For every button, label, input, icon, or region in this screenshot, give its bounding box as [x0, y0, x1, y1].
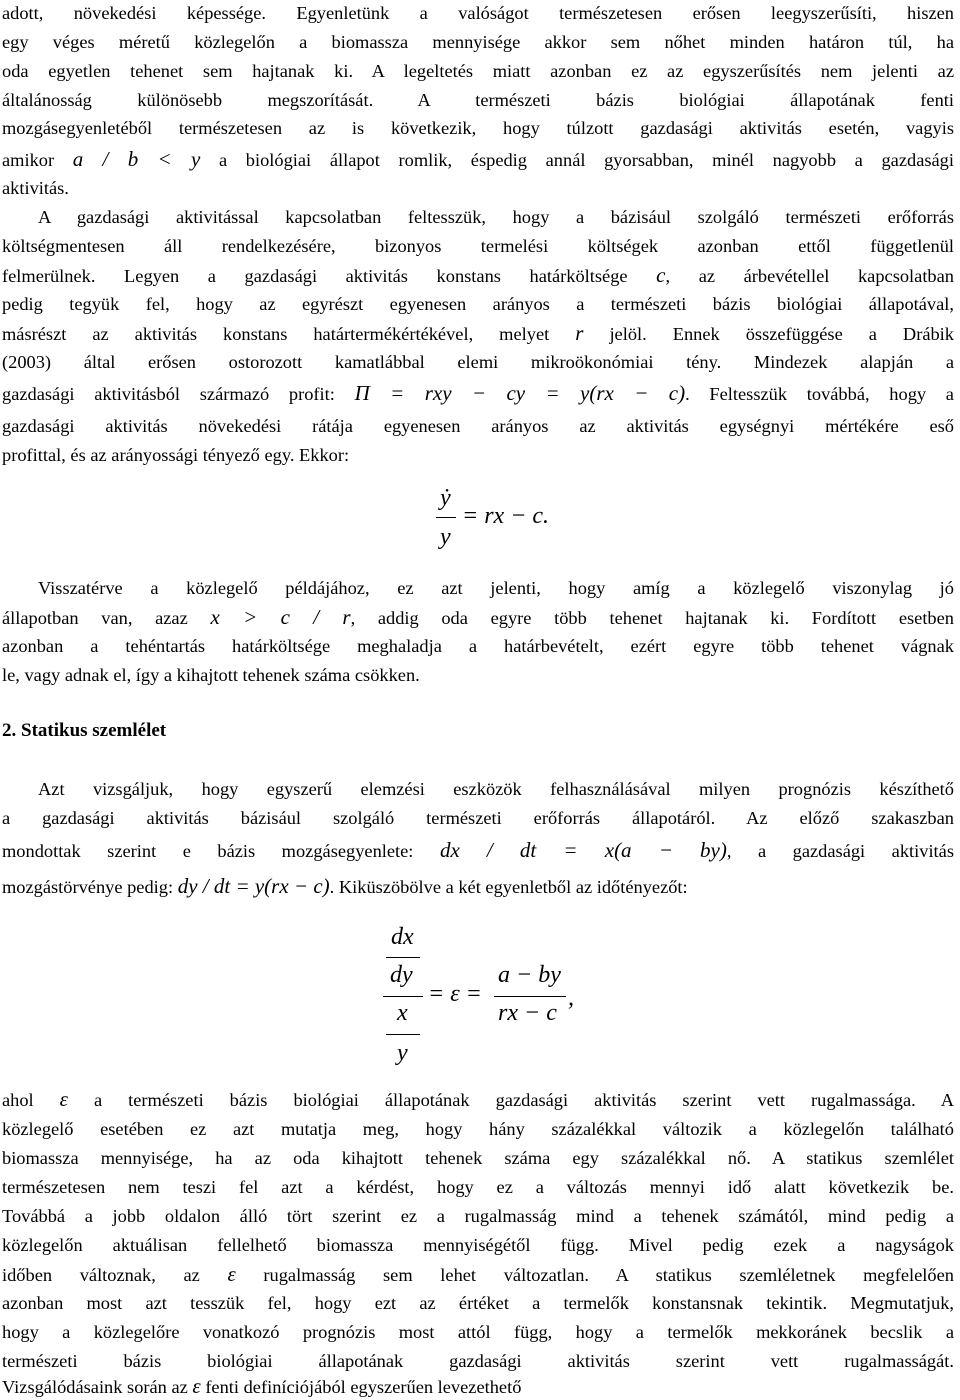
text-line: adott, növekedési képessége. Egyenletünk a valóságot természetesen erősen leegyszerűsíti, hiszen — [2, 3, 954, 23]
text-line — [2, 1373, 954, 1400]
eq-rhs: = rx − c. — [462, 503, 550, 529]
inline-math: x > c / r — [210, 605, 351, 629]
text-line: le, vagy adnak el, így a kihajtott tehenek száma csökken. — [2, 665, 420, 685]
text-fragment: a biológiai állapot romlik, éspedig annál gyorsabban, minél nagyobb a gazdasági — [218, 150, 954, 170]
text-line: azonban most azt tesszük fel, hogy ezt az értéket a termelők konstansnak tekintik. Megmutatjuk, — [2, 1293, 954, 1313]
text-line: közlegelő esetében ez azt mutatja meg, hogy hány százalékkal változik a közlegelőn található — [2, 1119, 954, 1139]
inline-math: ε — [227, 1262, 236, 1286]
text-line: aktivitás. — [2, 178, 69, 198]
text-line — [2, 262, 954, 289]
text-line: biomassza mennyisége, ha az oda kihajtott tehenek száma egy százalékkal nő. A statikus szemlélet — [2, 1148, 954, 1168]
fraction-bar — [494, 996, 566, 997]
fraction-bar — [386, 957, 420, 958]
text-fragment: felmerülnek. Legyen a gazdasági aktivitás konstans határköltsége — [2, 266, 628, 286]
text-fragment: . Kiküszöbölve a két egyenletből az időtényezőt: — [329, 877, 688, 897]
text-line: A gazdasági aktivitással kapcsolatban feltesszük, hogy a bázisául szolgáló természeti erőforrás — [38, 207, 954, 227]
text-fragment: amikor — [2, 150, 55, 170]
fraction-bar — [436, 517, 456, 518]
text-fragment: rugalmasság sem lehet változatlan. A statikus szemléletnek megfelelően — [263, 1265, 954, 1285]
eq-frac-den: rx − c — [498, 1000, 557, 1026]
eq-x: x — [397, 1000, 408, 1026]
text-fragment: a természeti bázis biológiai állapotának gazdasági aktivitás szerint vett rugalmassága. A — [93, 1090, 954, 1110]
text-line: gazdasági aktivitás növekedési rátája egyenesen arányos az aktivitás egységnyi mértékére eső — [2, 416, 954, 436]
text-fragment: fenti definíciójából egyszerűen levezethető — [205, 1377, 522, 1397]
eq-denominator: y — [440, 524, 451, 550]
text-line: természetesen nem teszi fel azt a kérdést, hogy ez a változás mennyi idő alatt következik be. — [2, 1177, 954, 1197]
fraction-bar-main — [383, 996, 423, 997]
inline-math: Π = rxy − cy = y(rx − c) — [354, 381, 686, 405]
text-fragment: , a gazdasági aktivitás — [726, 841, 954, 861]
text-fragment: másrészt az aktivitás konstans határtermékértékével, melyet — [2, 324, 550, 344]
text-line: hogy a közlegelőre vonatkozó prognózis most attól függ, hogy a termelők mekkoránek becslik a — [2, 1322, 954, 1342]
text-line: mozgásegyenletéből természetesen az is következik, hogy túlzott gazdasági aktivitás esetén, vagyis — [2, 118, 954, 138]
inline-math: c — [656, 263, 666, 287]
text-fragment: ahol — [2, 1090, 34, 1110]
text-fragment: mozgástörvénye pedig: — [2, 877, 174, 897]
text-fragment: mondottak szerint e bázis mozgásegyenlete: — [2, 841, 414, 861]
text-fragment: Vizsgálódásaink során az — [2, 1377, 188, 1397]
eq-dx: dx — [391, 924, 414, 950]
text-line — [2, 1261, 954, 1288]
text-line — [2, 320, 954, 347]
text-line: általánosság különösebb megszorítását. A természeti bázis biológiai állapotának fenti — [2, 90, 954, 110]
text-line: a gazdasági aktivitás bázisául szolgáló természeti erőforrás állapotáról. Az előző szakaszban — [2, 808, 954, 828]
text-fragment: állapotban van, azaz — [2, 608, 188, 628]
eq-y: y — [397, 1040, 408, 1066]
text-line — [2, 604, 954, 631]
text-line — [2, 1086, 954, 1113]
eq-equals-epsilon: = ε = — [428, 981, 482, 1007]
text-line: azonban a tehéntartás határköltsége meghaladja a határbevételt, ezért egyre több tehenet vágnak — [2, 636, 954, 656]
eq-comma: , — [568, 985, 574, 1011]
inline-math: r — [575, 321, 584, 345]
text-fragment: , addig oda egyre több tehenet hajtanak ki. Fordított esetben — [350, 608, 954, 628]
text-fragment: . Feltesszük továbbá, hogy a — [685, 384, 954, 404]
text-line — [2, 380, 954, 407]
text-fragment: , az árbevétellel kapcsolatban — [665, 266, 954, 286]
inline-math: a / b < y — [72, 147, 201, 171]
eq-dy: dy — [390, 962, 413, 988]
text-fragment: időben változnak, az — [2, 1265, 200, 1285]
inline-math: dy / dt = y(rx − c) — [177, 874, 330, 898]
section-heading: 2. Statikus szemlélet — [2, 720, 167, 741]
text-line: oda egyetlen tehenet sem hajtanak ki. A legeltetés miatt azonban ez az egyszerűsítés nem jelenti az — [2, 61, 954, 81]
text-line — [2, 146, 954, 173]
inline-math: ε — [192, 1374, 201, 1398]
text-line: (2003) által erősen ostorozott kamatlábbal elemi mikroökonómiai tény. Mindezek alapján a — [2, 352, 954, 372]
eq-frac-num: a − by — [498, 962, 561, 988]
fraction-bar — [386, 1034, 420, 1035]
text-line: egy véges méretű közlegelőn a biomassza mennyisége akkor sem nőhet minden határon túl, ha — [2, 32, 954, 52]
text-line: pedig tegyük fel, hogy az egyrészt egyenesen arányos a természeti bázis biológiai állapotával, — [2, 294, 954, 314]
text-fragment: jelöl. Ennek összefüggése a Drábik — [609, 324, 954, 344]
text-line: természeti bázis biológiai állapotának gazdasági aktivitás szerint vett rugalmasságát. — [2, 1351, 954, 1371]
text-line: Továbbá a jobb oldalon álló tört szerint ez a rugalmasság mind a tehenek számától, mind pedig a — [2, 1206, 954, 1226]
text-line: Azt vizsgáljuk, hogy egyszerű elemzési eszközök felhasználásával milyen prognózis készíthető — [38, 779, 954, 799]
inline-math: ε — [59, 1087, 68, 1111]
text-line — [2, 837, 954, 864]
eq-numerator: ẏ — [440, 485, 451, 511]
text-line: Visszatérve a közlegelő példájához, ez azt jelenti, hogy amíg a közlegelő viszonylag jó — [38, 578, 954, 598]
text-line — [2, 873, 954, 900]
text-line: költségmentesen áll rendelkezésére, bizonyos termelési költségek azonban ettől függetlenül — [2, 236, 954, 256]
text-fragment: gazdasági aktivitásból származó profit: — [2, 384, 335, 404]
text-line: profittal, és az arányossági tényező egy. Ekkor: — [2, 445, 350, 465]
inline-math: dx / dt = x(a − by) — [439, 838, 727, 862]
text-line: közlegelőn aktuálisan fellelhető biomassza mennyiségétől függ. Mivel pedig ezek a nagyságok — [2, 1235, 954, 1255]
